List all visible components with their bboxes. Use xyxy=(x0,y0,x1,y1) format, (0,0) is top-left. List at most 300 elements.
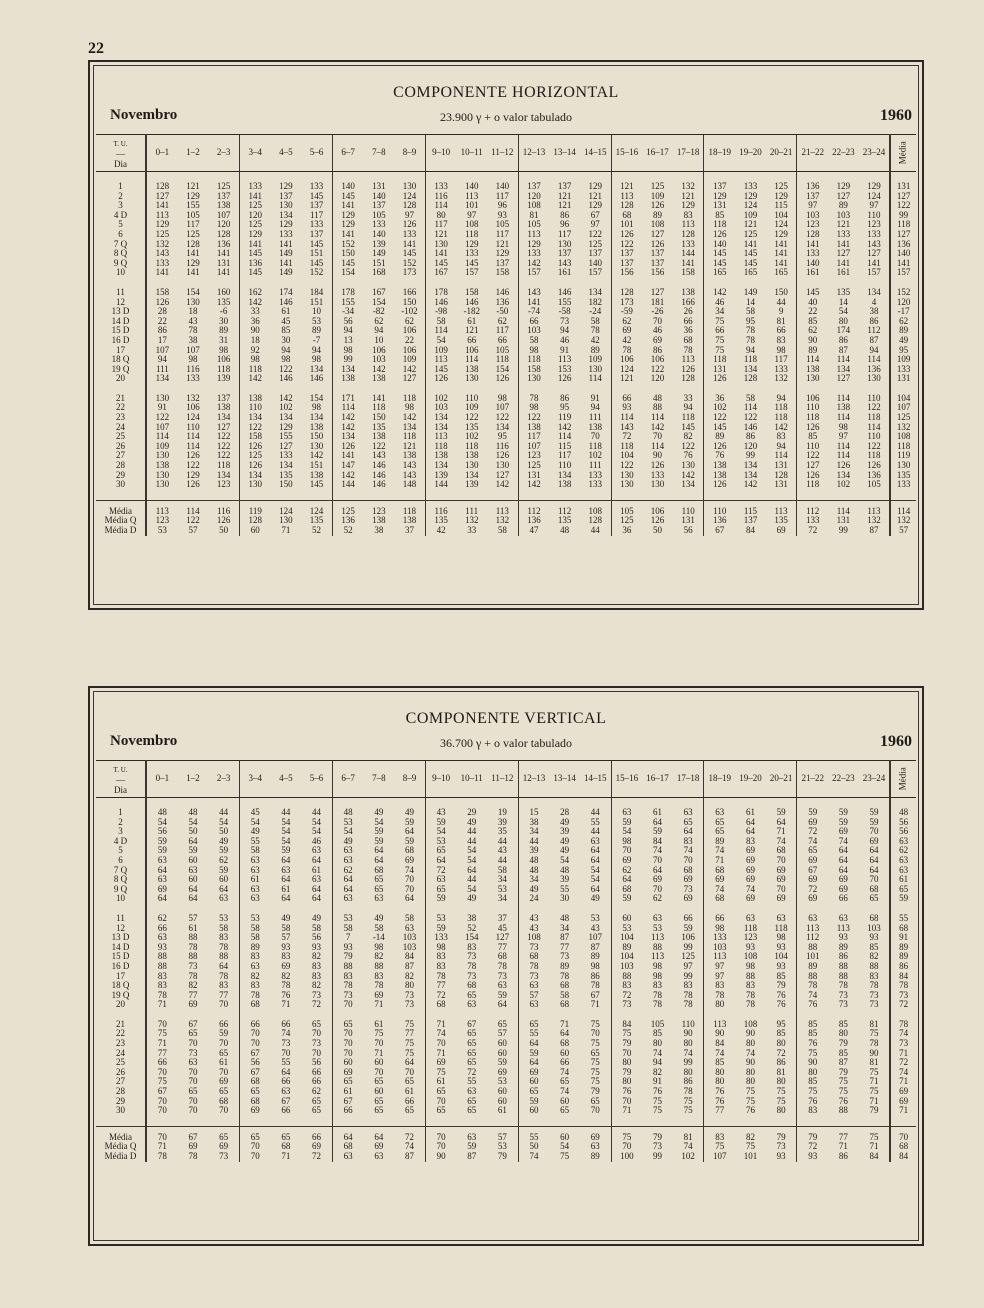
value-cell: 150 xyxy=(309,431,324,442)
value-cell: 74 xyxy=(560,1066,570,1077)
value-cell: 99 xyxy=(683,1057,693,1068)
value-cell: 138 xyxy=(557,479,572,490)
value-cell: 72 xyxy=(797,1142,828,1152)
value-cell: 129 xyxy=(704,192,735,202)
value-cell: 49 xyxy=(312,912,322,923)
spacer-cell xyxy=(518,1116,549,1127)
value-cell: 62 xyxy=(797,326,828,336)
value-cell: 66 xyxy=(560,1057,570,1068)
value-cell: 130 xyxy=(186,296,200,307)
value-cell: 84 xyxy=(404,951,414,962)
mean-cell: -17 xyxy=(890,307,916,317)
value-cell: 161 xyxy=(557,267,572,278)
value-cell: 108 xyxy=(518,933,549,943)
value-cell: 102 xyxy=(704,403,735,413)
value-cell: 122 xyxy=(216,431,231,442)
value-cell: 81 xyxy=(776,1066,786,1077)
value-cell: 136 xyxy=(332,516,363,526)
spacer-cell xyxy=(766,490,797,501)
value-cell: 34 xyxy=(518,875,549,885)
spacer-row xyxy=(96,490,916,501)
page-number: 22 xyxy=(88,40,104,57)
value-cell: 105 xyxy=(495,219,510,230)
value-cell: 93 xyxy=(745,941,755,952)
value-cell: 38 xyxy=(869,306,879,317)
value-cell: 65 xyxy=(239,1126,270,1142)
value-cell: 58 xyxy=(590,315,600,326)
value-cell: 94 xyxy=(683,402,693,413)
value-cell: 138 xyxy=(518,423,549,433)
value-cell: 120 xyxy=(239,211,270,221)
value-cell: 34 xyxy=(497,893,507,904)
value-cell: 68 xyxy=(425,1000,456,1010)
day-cell: 3 xyxy=(118,200,123,211)
value-cell: 64 xyxy=(188,893,198,904)
value-cell: 137 xyxy=(309,228,324,239)
value-cell: 121 xyxy=(557,200,572,211)
value-cell: 70 xyxy=(219,1105,229,1116)
value-cell: 129 xyxy=(518,240,549,250)
value-cell: 63 xyxy=(797,914,828,924)
value-cell: 50 xyxy=(518,1142,549,1152)
value-cell: 78 xyxy=(653,999,663,1010)
value-cell: 90 xyxy=(239,326,270,336)
value-cell: 98 xyxy=(281,354,291,365)
value-cell: 74 xyxy=(704,885,735,895)
value-cell: 72 xyxy=(611,432,642,442)
value-cell: 83 xyxy=(219,932,229,943)
value-cell: 145 xyxy=(309,190,324,201)
value-cell: 133 xyxy=(681,238,695,249)
value-cell: 69 xyxy=(745,864,755,875)
value-cell: 128 xyxy=(774,469,788,480)
value-cell: 141 xyxy=(279,257,293,268)
value-cell: 59 xyxy=(219,845,229,856)
value-cell: 126 xyxy=(650,238,665,249)
value-cell: 68 xyxy=(869,883,879,894)
value-cell: 65 xyxy=(467,1095,477,1106)
mean-cell: 78 xyxy=(890,981,916,991)
value-cell: 73 xyxy=(467,951,477,962)
value-cell: 70 xyxy=(611,1097,642,1107)
value-cell: 59 xyxy=(146,837,178,847)
value-cell: 17 xyxy=(146,336,178,346)
value-cell: 136 xyxy=(867,363,881,374)
table-title: COMPONENTE VERTICAL xyxy=(405,710,607,727)
value-cell: 77 xyxy=(704,1106,735,1116)
value-cell: 75 xyxy=(590,1057,600,1068)
value-cell: 58 xyxy=(425,317,456,327)
value-cell: 54 xyxy=(425,827,456,837)
value-cell: 107 xyxy=(216,209,231,220)
value-cell: 145 xyxy=(704,259,735,269)
value-cell: 122 xyxy=(867,440,881,451)
value-cell: 129 xyxy=(495,248,510,259)
value-cell: 68 xyxy=(239,1097,270,1107)
value-cell: 65 xyxy=(425,846,456,856)
value-cell: 71 xyxy=(560,1018,570,1029)
spacer-cell xyxy=(549,1116,580,1127)
value-cell: 122 xyxy=(216,450,231,461)
value-cell: 73 xyxy=(838,999,848,1010)
value-cell: 130 xyxy=(146,394,178,404)
value-cell: 97 xyxy=(838,431,848,442)
value-cell: 80 xyxy=(704,1077,735,1087)
value-cell: 131 xyxy=(681,515,695,526)
value-cell: 76 xyxy=(745,1105,755,1116)
value-cell: 72 xyxy=(611,991,642,1001)
value-cell: 90 xyxy=(869,1047,879,1058)
value-cell: 83 xyxy=(704,1126,735,1142)
value-cell: 125 xyxy=(774,181,788,191)
value-cell: 54 xyxy=(312,816,322,827)
value-cell: 99 xyxy=(653,1151,663,1161)
value-cell: 54 xyxy=(590,864,600,875)
value-cell: 89 xyxy=(838,941,848,952)
value-cell: 83 xyxy=(776,334,786,345)
value-cell: 71 xyxy=(281,525,291,535)
value-cell: 156 xyxy=(611,268,642,278)
value-cell: 130 xyxy=(588,363,602,374)
value-cell: 34 xyxy=(560,922,570,933)
value-cell: 64 xyxy=(838,854,848,865)
value-cell: 28 xyxy=(146,307,178,317)
value-cell: 121 xyxy=(611,182,642,192)
value-cell: 64 xyxy=(146,894,178,904)
spacer-cell xyxy=(487,1116,518,1127)
value-cell: 136 xyxy=(867,469,881,480)
value-cell: 69 xyxy=(745,893,755,904)
value-cell: 105 xyxy=(867,479,881,490)
value-cell: 49 xyxy=(239,827,270,837)
value-cell: 69 xyxy=(838,826,848,837)
value-cell: 134 xyxy=(464,469,479,480)
value-cell: 134 xyxy=(743,460,758,471)
value-cell: 58 xyxy=(239,846,270,856)
value-cell: 114 xyxy=(611,413,642,423)
mean-cell: 125 xyxy=(890,413,916,423)
value-cell: 67 xyxy=(332,1097,363,1107)
value-cell: 78 xyxy=(188,970,198,981)
value-cell: 78 xyxy=(219,941,229,952)
value-cell: 145 xyxy=(743,248,758,259)
table-row xyxy=(96,480,916,490)
value-cell: 129 xyxy=(588,200,602,211)
value-cell: 60 xyxy=(518,1077,549,1087)
value-cell: 116 xyxy=(208,500,239,516)
value-cell: 114 xyxy=(178,500,209,516)
value-cell: 79 xyxy=(838,1038,848,1049)
value-cell: 113 xyxy=(681,354,695,365)
value-cell: 46 xyxy=(560,334,570,345)
value-cell: 78 xyxy=(683,344,693,355)
value-cell: 58 xyxy=(560,989,570,1000)
value-cell: 70 xyxy=(776,854,786,865)
value-cell: 48 xyxy=(146,808,178,818)
day-cell: 8 Q xyxy=(113,248,128,259)
value-cell: 76 xyxy=(611,1087,642,1097)
value-cell: 83 xyxy=(239,952,270,962)
value-cell: 75 xyxy=(404,1038,414,1049)
value-cell: 38 xyxy=(374,525,384,535)
spacer-cell xyxy=(271,490,302,501)
value-cell: 69 xyxy=(611,856,642,866)
value-cell: 75 xyxy=(683,1105,693,1116)
value-cell: 57 xyxy=(487,1126,518,1142)
value-cell: 73 xyxy=(560,315,570,326)
value-cell: 138 xyxy=(704,471,735,481)
value-cell: 125 xyxy=(239,451,270,461)
value-cell: 7 xyxy=(332,933,363,943)
grid-body xyxy=(96,798,916,1162)
value-cell: 64 xyxy=(188,883,198,894)
value-cell: 83 xyxy=(332,972,363,982)
value-cell: 141 xyxy=(518,298,549,308)
value-cell: 70 xyxy=(404,1066,414,1077)
value-cell: 73 xyxy=(281,1038,291,1049)
value-cell: 117 xyxy=(558,228,572,239)
value-cell: 86 xyxy=(745,431,755,442)
value-cell: 118 xyxy=(465,228,479,239)
value-cell: 77 xyxy=(146,1049,178,1059)
value-cell: 85 xyxy=(838,1018,848,1029)
value-cell: 59 xyxy=(425,894,456,904)
spacer-cell xyxy=(456,490,487,501)
value-cell: 114 xyxy=(425,201,456,211)
mean-cell: 133 xyxy=(890,365,916,375)
value-cell: 106 xyxy=(402,344,417,355)
value-cell: 141 xyxy=(216,267,231,278)
value-cell: 136 xyxy=(797,182,828,192)
mean-cell: 56 xyxy=(890,827,916,837)
value-cell: 79 xyxy=(869,1105,879,1116)
value-cell: 129 xyxy=(186,190,200,201)
dash-label: — xyxy=(116,148,126,159)
value-cell: 53 xyxy=(611,924,642,934)
value-cell: 67 xyxy=(590,209,600,220)
value-cell: 64 xyxy=(776,816,786,827)
value-cell: 75 xyxy=(374,1028,384,1039)
value-cell: 85 xyxy=(704,1058,735,1068)
value-cell: 127 xyxy=(867,248,881,259)
hour-column-header: 4–5 xyxy=(271,135,302,172)
day-cell: Média Q xyxy=(104,1141,137,1152)
value-cell: 66 xyxy=(497,334,507,345)
value-cell: 127 xyxy=(495,932,510,943)
value-cell: 40 xyxy=(797,298,828,308)
mean-cell: 136 xyxy=(890,240,916,250)
value-cell: 75 xyxy=(797,1087,828,1097)
value-cell: 65 xyxy=(374,1105,384,1116)
value-cell: 93 xyxy=(611,403,642,413)
value-cell: 66 xyxy=(312,1066,322,1077)
value-cell: 126 xyxy=(704,374,735,384)
value-cell: 72 xyxy=(797,827,828,837)
value-cell: 65 xyxy=(467,1105,477,1116)
value-cell: 150 xyxy=(372,412,386,423)
value-cell: 63 xyxy=(745,912,755,923)
value-cell: 78 xyxy=(611,346,642,356)
value-cell: 136 xyxy=(239,259,270,269)
value-cell: 148 xyxy=(402,479,417,490)
value-cell: 70 xyxy=(219,1066,229,1077)
value-cell: 54 xyxy=(312,826,322,837)
value-cell: 44 xyxy=(590,807,600,817)
value-cell: 75 xyxy=(653,1105,663,1116)
value-cell: 78 xyxy=(653,989,663,1000)
value-cell: 129 xyxy=(239,230,270,240)
value-cell: 14 xyxy=(838,296,848,307)
value-cell: 157 xyxy=(867,267,881,278)
value-cell: 67 xyxy=(239,1068,270,1078)
value-cell: 66 xyxy=(704,326,735,336)
value-cell: 102 xyxy=(588,450,602,461)
value-cell: 74 xyxy=(560,1086,570,1097)
value-cell: 113 xyxy=(859,500,891,516)
value-cell: 74 xyxy=(683,1141,693,1152)
value-cell: 44 xyxy=(467,874,477,885)
day-cell: 17 xyxy=(116,970,126,981)
value-cell: 71 xyxy=(869,1141,879,1152)
value-cell: 76 xyxy=(838,1095,848,1106)
value-cell: 152 xyxy=(402,257,417,268)
value-cell: 131 xyxy=(774,479,788,490)
mean-cell: 59 xyxy=(890,894,916,904)
value-cell: 137 xyxy=(650,248,665,259)
value-cell: 121 xyxy=(464,325,479,336)
value-cell: 66 xyxy=(683,912,693,923)
value-cell: 69 xyxy=(188,1141,198,1152)
value-cell: 88 xyxy=(188,932,198,943)
value-cell: 37 xyxy=(497,912,507,923)
value-cell: 70 xyxy=(188,1105,198,1116)
value-cell: 65 xyxy=(425,1106,456,1116)
value-cell: 126 xyxy=(216,515,231,526)
value-cell: 46 xyxy=(653,325,663,336)
value-cell: 97 xyxy=(797,201,828,211)
value-cell: 122 xyxy=(186,460,200,471)
value-cell: -34 xyxy=(332,307,363,317)
value-cell: 64 xyxy=(404,826,414,837)
mean-cell: 61 xyxy=(890,875,916,885)
value-cell: 39 xyxy=(560,826,570,837)
value-cell: 76 xyxy=(683,450,693,461)
value-cell: 118 xyxy=(774,922,788,933)
value-cell: 59 xyxy=(497,989,507,1000)
value-cell: 162 xyxy=(239,288,270,298)
value-cell: 110 xyxy=(797,403,828,413)
value-cell: 161 xyxy=(797,268,828,278)
value-cell: 62 xyxy=(312,1086,322,1097)
value-cell: 126 xyxy=(425,374,456,384)
value-cell: 50 xyxy=(188,826,198,837)
value-cell: 126 xyxy=(186,479,200,490)
value-cell: 113 xyxy=(611,192,642,202)
value-cell: 83 xyxy=(745,980,755,991)
value-cell: 63 xyxy=(374,1151,384,1161)
value-cell: 142 xyxy=(332,413,363,423)
value-cell: 107 xyxy=(518,442,549,452)
year-label: 1960 xyxy=(880,107,912,124)
value-cell: 65 xyxy=(374,874,384,885)
hour-column-header: 8–9 xyxy=(394,135,425,172)
value-cell: 138 xyxy=(216,402,231,413)
day-cell: 30 xyxy=(116,1105,126,1116)
value-cell: 67 xyxy=(590,989,600,1000)
value-cell: 134 xyxy=(743,363,758,374)
value-cell: 70 xyxy=(332,1029,363,1039)
value-cell: 70 xyxy=(683,854,693,865)
mean-cell: 89 xyxy=(890,943,916,953)
value-cell: 75 xyxy=(776,1086,786,1097)
value-cell: 83 xyxy=(683,980,693,991)
value-cell: 113 xyxy=(425,432,456,442)
value-cell: 73 xyxy=(188,960,198,971)
value-cell: 71 xyxy=(425,1020,456,1030)
value-cell: 141 xyxy=(774,238,788,249)
value-cell: 60 xyxy=(497,1095,507,1106)
spacer-cell xyxy=(580,490,611,501)
value-cell: 137 xyxy=(495,257,510,268)
value-cell: 137 xyxy=(557,181,572,191)
value-cell: 125 xyxy=(332,500,363,516)
value-cell: 66 xyxy=(704,914,735,924)
value-cell: 135 xyxy=(774,515,788,526)
value-cell: 49 xyxy=(281,912,291,923)
value-cell: 53 xyxy=(425,837,456,847)
value-cell: 146 xyxy=(464,296,479,307)
value-cell: 137 xyxy=(279,190,293,201)
mean-cell: 73 xyxy=(890,1039,916,1049)
value-cell: 81 xyxy=(869,1057,879,1068)
value-cell: 144 xyxy=(332,480,363,490)
value-cell: 150 xyxy=(402,296,417,307)
value-cell: 146 xyxy=(372,460,386,471)
value-cell: 33 xyxy=(683,392,693,403)
summary-row xyxy=(96,1152,916,1162)
value-cell: 138 xyxy=(425,451,456,461)
value-cell: 64 xyxy=(869,864,879,875)
value-cell: 83 xyxy=(611,981,642,991)
value-cell: 38 xyxy=(518,818,549,828)
value-cell: 104 xyxy=(611,933,642,943)
value-cell: 141 xyxy=(332,230,363,240)
value-cell: 109 xyxy=(588,354,602,365)
hour-column-header: 0–1 xyxy=(146,761,178,798)
value-cell: 78 xyxy=(188,1151,198,1161)
value-cell: 63 xyxy=(239,856,270,866)
value-cell: 64 xyxy=(332,885,363,895)
value-cell: 70 xyxy=(332,1049,363,1059)
value-cell: 78 xyxy=(188,325,198,336)
value-cell: 75 xyxy=(745,1095,755,1106)
value-cell: 97 xyxy=(404,209,414,220)
value-cell: 128 xyxy=(216,228,231,239)
value-cell: 126 xyxy=(836,460,851,471)
value-cell: 39 xyxy=(497,816,507,827)
value-cell: 64 xyxy=(590,854,600,865)
value-cell: 70 xyxy=(188,1066,198,1077)
value-cell: 125 xyxy=(588,238,602,249)
mean-cell: 63 xyxy=(890,837,916,847)
value-cell: 118 xyxy=(611,442,642,452)
value-cell: 167 xyxy=(372,286,386,297)
value-cell: 89 xyxy=(653,209,663,220)
table-header xyxy=(90,62,922,132)
value-cell: 75 xyxy=(745,1141,755,1152)
value-cell: 73 xyxy=(611,1000,642,1010)
hour-column-header: 12–13 xyxy=(518,761,549,798)
